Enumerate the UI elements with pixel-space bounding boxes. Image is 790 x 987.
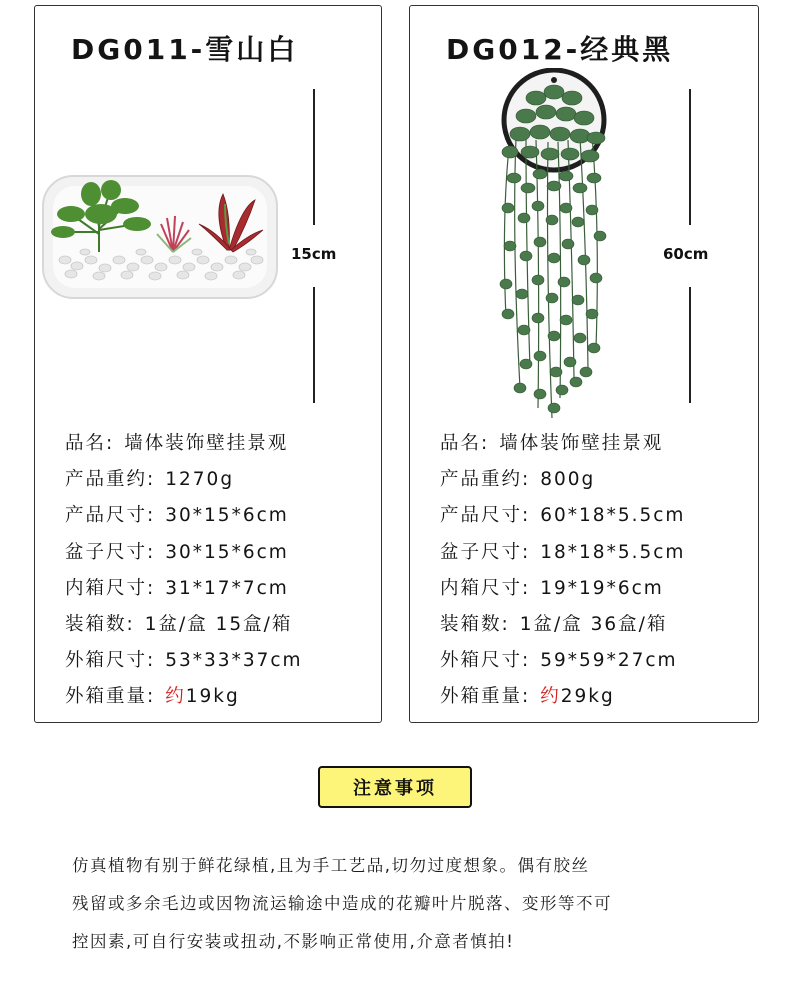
- notice-heading-button: 注意事项: [318, 766, 472, 808]
- spec-row: 装箱数: 1盆/盒 36盒/箱: [440, 613, 668, 635]
- spec-row: 内箱尺寸: 19*19*6cm: [440, 577, 664, 599]
- dimension-line-top: [689, 89, 691, 225]
- notice-line: 仿真植物有别于鲜花绿植,且为手工艺品,切勿过度想象。偶有胶丝: [72, 856, 590, 875]
- product-card-dg012: [409, 5, 759, 723]
- spec-row: 外箱尺寸: 53*33*37cm: [65, 650, 303, 672]
- spec-row: 产品尺寸: 30*15*6cm: [65, 505, 289, 527]
- spec-row: 产品重约: 1270g: [65, 469, 235, 491]
- black-hanging-planter-image: [496, 68, 616, 424]
- dimension-line-bottom: [689, 287, 691, 403]
- spec-row: 内箱尺寸: 31*17*7cm: [65, 577, 289, 599]
- product-title: DG011-雪山白: [71, 33, 299, 66]
- spec-list: [440, 429, 685, 719]
- product-title: DG012-经典黑: [446, 33, 674, 66]
- spec-list: [65, 429, 303, 719]
- dimension-label: 60cm: [663, 245, 709, 263]
- spec-row: 品名: 墙体装饰壁挂景观: [440, 433, 664, 454]
- product-card-dg011: [34, 5, 382, 723]
- spec-row: 外箱重量: 约29kg: [440, 686, 615, 708]
- spec-row: 盆子尺寸: 30*15*6cm: [65, 541, 289, 563]
- white-planter-image: [41, 174, 281, 302]
- spec-row: 外箱重量: 约19kg: [65, 686, 240, 708]
- dimension-line-bottom: [313, 287, 315, 403]
- spec-row: 外箱尺寸: 59*59*27cm: [440, 650, 678, 672]
- spec-row: 产品尺寸: 60*18*5.5cm: [440, 505, 686, 527]
- dimension-label: 15cm: [291, 245, 337, 263]
- spec-row: 盆子尺寸: 18*18*5.5cm: [440, 541, 686, 563]
- dimension-line-top: [313, 89, 315, 225]
- notice-line: 控因素,可自行安装或扭动,不影响正常使用,介意者慎拍!: [72, 932, 515, 951]
- spec-row: 品名: 墙体装饰壁挂景观: [65, 433, 289, 454]
- spec-row: 装箱数: 1盆/盒 15盒/箱: [65, 613, 293, 635]
- notice-text: [72, 847, 732, 961]
- notice-line: 残留或多余毛边或因物流运输途中造成的花瓣叶片脱落、变形等不可: [72, 894, 612, 913]
- spec-row: 产品重约: 800g: [440, 469, 596, 491]
